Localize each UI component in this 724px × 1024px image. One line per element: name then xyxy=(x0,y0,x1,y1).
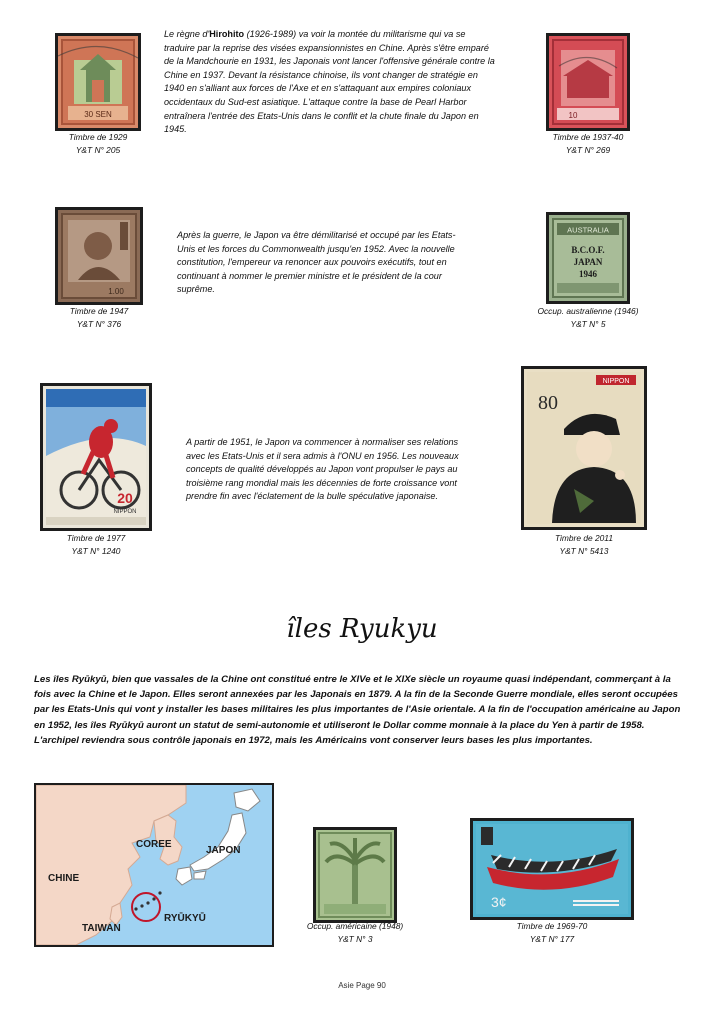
stamp-1929-caption: Timbre de 1929 xyxy=(68,132,128,142)
stamp-1948-image xyxy=(316,830,394,920)
stamp-1977-ref: Y&T N° 1240 xyxy=(71,546,121,556)
stamp-1969 xyxy=(470,818,634,920)
page-footer: Asie Page 90 xyxy=(338,981,386,990)
stamp-1929-ref: Y&T N° 205 xyxy=(75,145,121,155)
hirohito-name: Hirohito xyxy=(209,29,245,39)
stamp-1977-country: NIPPON xyxy=(113,509,137,515)
stamp-1937-image xyxy=(549,36,627,128)
stamp-1929 xyxy=(55,33,141,131)
stamp-1946-image xyxy=(549,215,627,301)
stamp-1947-ref: Y&T N° 376 xyxy=(76,319,122,329)
stamp-1969-ref: Y&T N° 177 xyxy=(529,934,575,944)
stamp-1969-caption: Timbre de 1969-70 xyxy=(516,921,588,931)
stamp-2011-value: 80 xyxy=(538,392,558,414)
stamp-1937-value: 10 xyxy=(568,111,578,120)
stamp-1946 xyxy=(546,212,630,304)
paragraph-hirohito xyxy=(164,28,498,137)
stamp-1937-ref: Y&T N° 269 xyxy=(565,145,611,155)
stamp-2011-country: NIPPON xyxy=(602,378,630,385)
stamp-2011-ref: Y&T N° 5413 xyxy=(559,546,609,556)
stamp-1977-image xyxy=(43,386,149,528)
map-label-taiwan: TAIWAN xyxy=(82,923,121,934)
stamp-1929-value: 30 SEN xyxy=(84,110,112,119)
paragraph-ryukyu: Les îles Ryūkyū, bien que vassales de la Chine ont constitué entre le XIVe et le XIXe siècle un royaume quasi indépendant, commerçant à la fois avec la Chine et le Japon. Elles seront annexées par les Japonais en 1879. A la fin de la Seconde Guerre mondiale, elles seront occupées par les Etats-Unis qui vont y installer les bases militaires les plus importantes de l'Asie orientale. A la fin de l'occupation américaine au Japon en 1952, les îles Ryūkyū auront un statut de semi-autonomie et utiliseront le Dollar comme monnaie à la place du Yen à partir de 1958. L'archipel reviendra sous contrôle japonais en 1972, mais les Américains vont conserver leurs bases les plus importantes. xyxy=(34,674,681,746)
paragraph-hirohito-intro: Le règne d' xyxy=(164,29,210,39)
stamp-1946-line-1: B.C.O.F. xyxy=(571,245,605,255)
stamp-1969-value: 3¢ xyxy=(491,894,507,910)
stamp-1937 xyxy=(546,33,630,131)
stamp-1948-ref: Y&T N° 3 xyxy=(337,934,373,944)
stamp-2011-caption: Timbre de 2011 xyxy=(555,533,613,543)
paragraph-hirohito-rest: (1926-1989) va voir la montée du militarisme qui va se traduire par la reprise des visées expansionnistes en Chine. Après s'être emparé de la Mandchourie en 1931, les Japonais vont lancer l'offensive générale contre la Chine en 1937. Devant la résistance chinoise, ils vont changer de stratégie en 1940 en s'alliant aux forces de l'Axe et en s'attaquant aux empires coloniaux occidentaux du Sud-est asiatique. L'attaque contre la base de Pearl Harbor entraînera l'entrée des Etats-Unis dans le conflit et la chute finale du Japon en 1945. xyxy=(164,29,495,135)
stamp-1947-image xyxy=(58,210,140,302)
map-label-china: CHINE xyxy=(48,873,80,884)
stamp-1946-top: AUSTRALIA xyxy=(567,225,609,235)
stamp-1977 xyxy=(40,383,152,531)
stamp-1946-line-2: JAPAN xyxy=(573,257,603,267)
stamp-1969-image xyxy=(473,821,631,917)
ryukyu-map xyxy=(34,783,274,947)
stamp-1947-value: 1.00 xyxy=(108,287,124,296)
stamp-1977-value: 20 xyxy=(117,490,133,506)
stamp-1937-caption: Timbre de 1937-40 xyxy=(552,132,624,142)
paragraph-postwar: Après la guerre, le Japon va être démilitarisé et occupé par les Etats-Unis et les forces du Commonwealth jusqu'en 1952. Avec la nouvelle constitution, l'empereur va renoncer aux pouvoirs exécutifs, tout en continuant à nommer le premier ministre et le président de la cour suprême. xyxy=(177,230,456,295)
map-label-ryukyu: RYŪKYŪ xyxy=(164,913,206,924)
stamp-1948-caption: Occup. américaine (1948) xyxy=(306,921,404,931)
stamp-1946-caption: Occup. australienne (1946) xyxy=(537,306,639,316)
stamp-1948 xyxy=(313,827,397,923)
map-image xyxy=(36,785,272,945)
stamp-1947 xyxy=(55,207,143,305)
stamp-1977-caption: Timbre de 1977 xyxy=(66,533,126,543)
stamp-1947-caption: Timbre de 1947 xyxy=(69,306,129,316)
stamp-2011 xyxy=(521,366,647,530)
section-title-ryukyu: îles Ryukyu xyxy=(286,614,438,644)
map-label-japan: JAPON xyxy=(206,845,241,856)
map-label-korea: COREE xyxy=(136,839,172,850)
stamp-1946-line-3: 1946 xyxy=(579,269,597,279)
stamp-1929-image xyxy=(58,36,138,128)
stamp-1946-ref: Y&T N° 5 xyxy=(570,319,606,329)
paragraph-since-1951: A partir de 1951, le Japon va commencer à normaliser ses relations avec les Etats-Unis et il sera admis à l'ONU en 1956. Les nouveaux concepts de qualité développés au Japon vont propulser le pays au troisième rang mondial mais les décennies de forte croissance vont prendre fin avec l'éclatement de la bulle spéculative japonaise. xyxy=(186,437,459,502)
stamp-2011-image xyxy=(524,369,644,527)
